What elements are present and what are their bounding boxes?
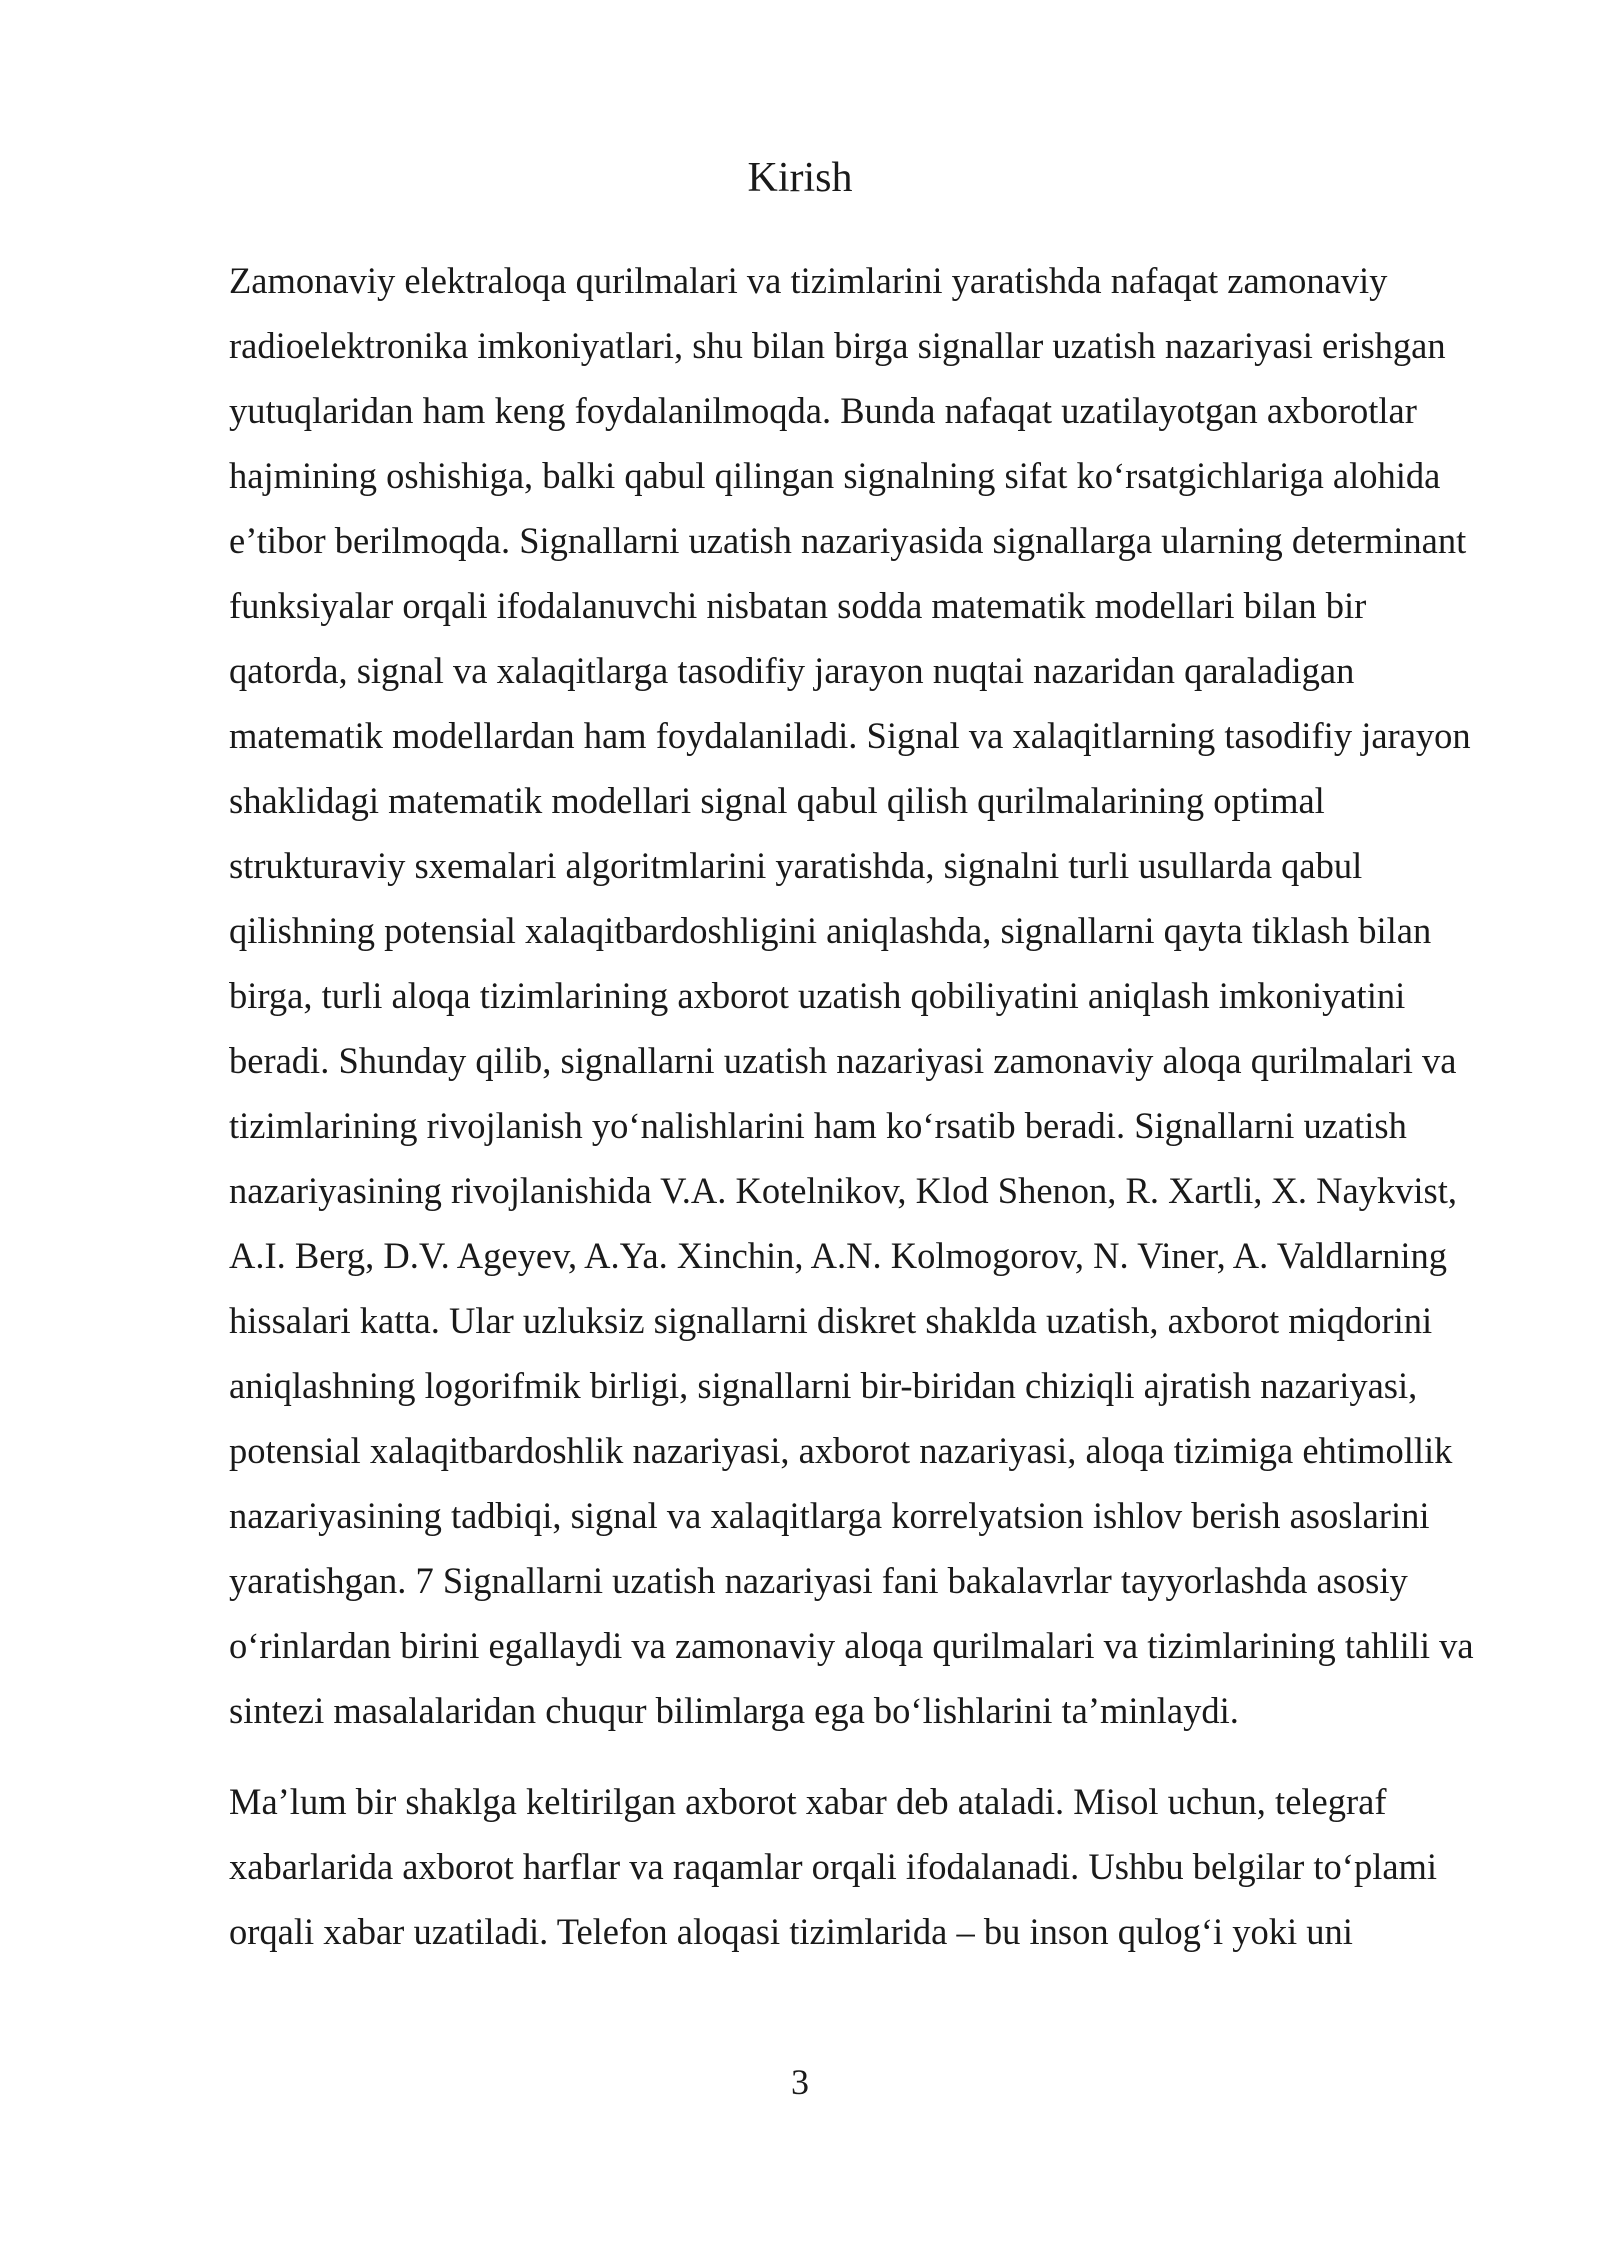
paragraph-intro: Zamonaviy elektraloqa qurilmalari va tizimlarini yaratishda nafaqat zamonaviy radioelektronika imkoniyatlari, shu bilan birga signallar uzatish nazariyasi erishgan yutuqlaridan ham keng foydalanilmoqda. Bunda nafaqat uzatilayotgan axborotlar hajmining oshishiga, balki qabul qilingan signalning sifat ko‘rsatgichlariga alohida e’tibor berilmoqda. Signallarni uzatish nazariyasida signallarga ularning determinant funksiyalar orqali ifodalanuvchi nisbatan sodda matematik modellari bilan bir qatorda, signal va xalaqitlarga tasodifiy jarayon nuqtai nazaridan qaraladigan matematik modellardan ham foydalaniladi. Signal va xalaqitlarning tasodifiy jarayon shaklidagi matematik modellari signal qabul qilish qurilmalarining optimal strukturaviy sxemalari algoritmlarini yaratishda, signalni turli usullarda qabul qilishning potensial xalaqitbardoshligini aniqlashda, signallarni qayta tiklash bilan birga, turli aloqa tizimlarining axborot uzatish qobiliyatini aniqlash imkoniyatini beradi. Shunday qilib, signallarni uzatish nazariyasi zamonaviy aloqa qurilmalari va tizimlarining rivojlanish yo‘nalishlarini ham ko‘rsatib beradi. Signallarni uzatish nazariyasining rivojlanishida V.A. Kotelnikov, Klod Shenon, R. Xartli, X. Naykvist, A.I. Berg, D.V. Ageyev, A.Ya. Xinchin, A.N. Kolmogorov, N. Viner, A. Valdlarning hissalari katta. Ular uzluksiz signallarni diskret shakldа uzatish, axborot miqdorini aniqlashning logorifmik birligi, signallarni bir-biridan chiziqli ajratish nazariyasi, potensial xalaqitbardoshlik nazariyasi, axborot nazariyasi, aloqa tizimiga ehtimollik nazariyasining tadbiqi, signal va xalaqitlarga korrelyatsion ishlov berish asoslarini yaratishgan. 7 Signallarni uzatish nazariyasi fani bakalavrlar tayyorlashda asosiy o‘rinlardan birini egallaydi va zamonaviy aloqa qurilmalari va tizimlarining tahlili va sintezi masalalaridan chuqur bilimlarga ega bo‘lishlarini ta’minlaydi. <box>229 260 1474 1731</box>
page-number: 3 <box>791 2062 809 2102</box>
body-text <box>229 248 1489 1964</box>
page-title: Kirish <box>747 155 853 201</box>
paragraph-message-definition: Ma’lum bir shaklga keltirilgan axborot xabar deb ataladi. Misol uchun, telegraf xabarlarida axborot harflar va raqamlar orqali ifodalanadi. Ushbu belgilar to‘plami orqali xabar uzatiladi. Telefon aloqasi tizimlarida – bu inson qulog‘i yoki uni <box>229 1781 1438 1952</box>
